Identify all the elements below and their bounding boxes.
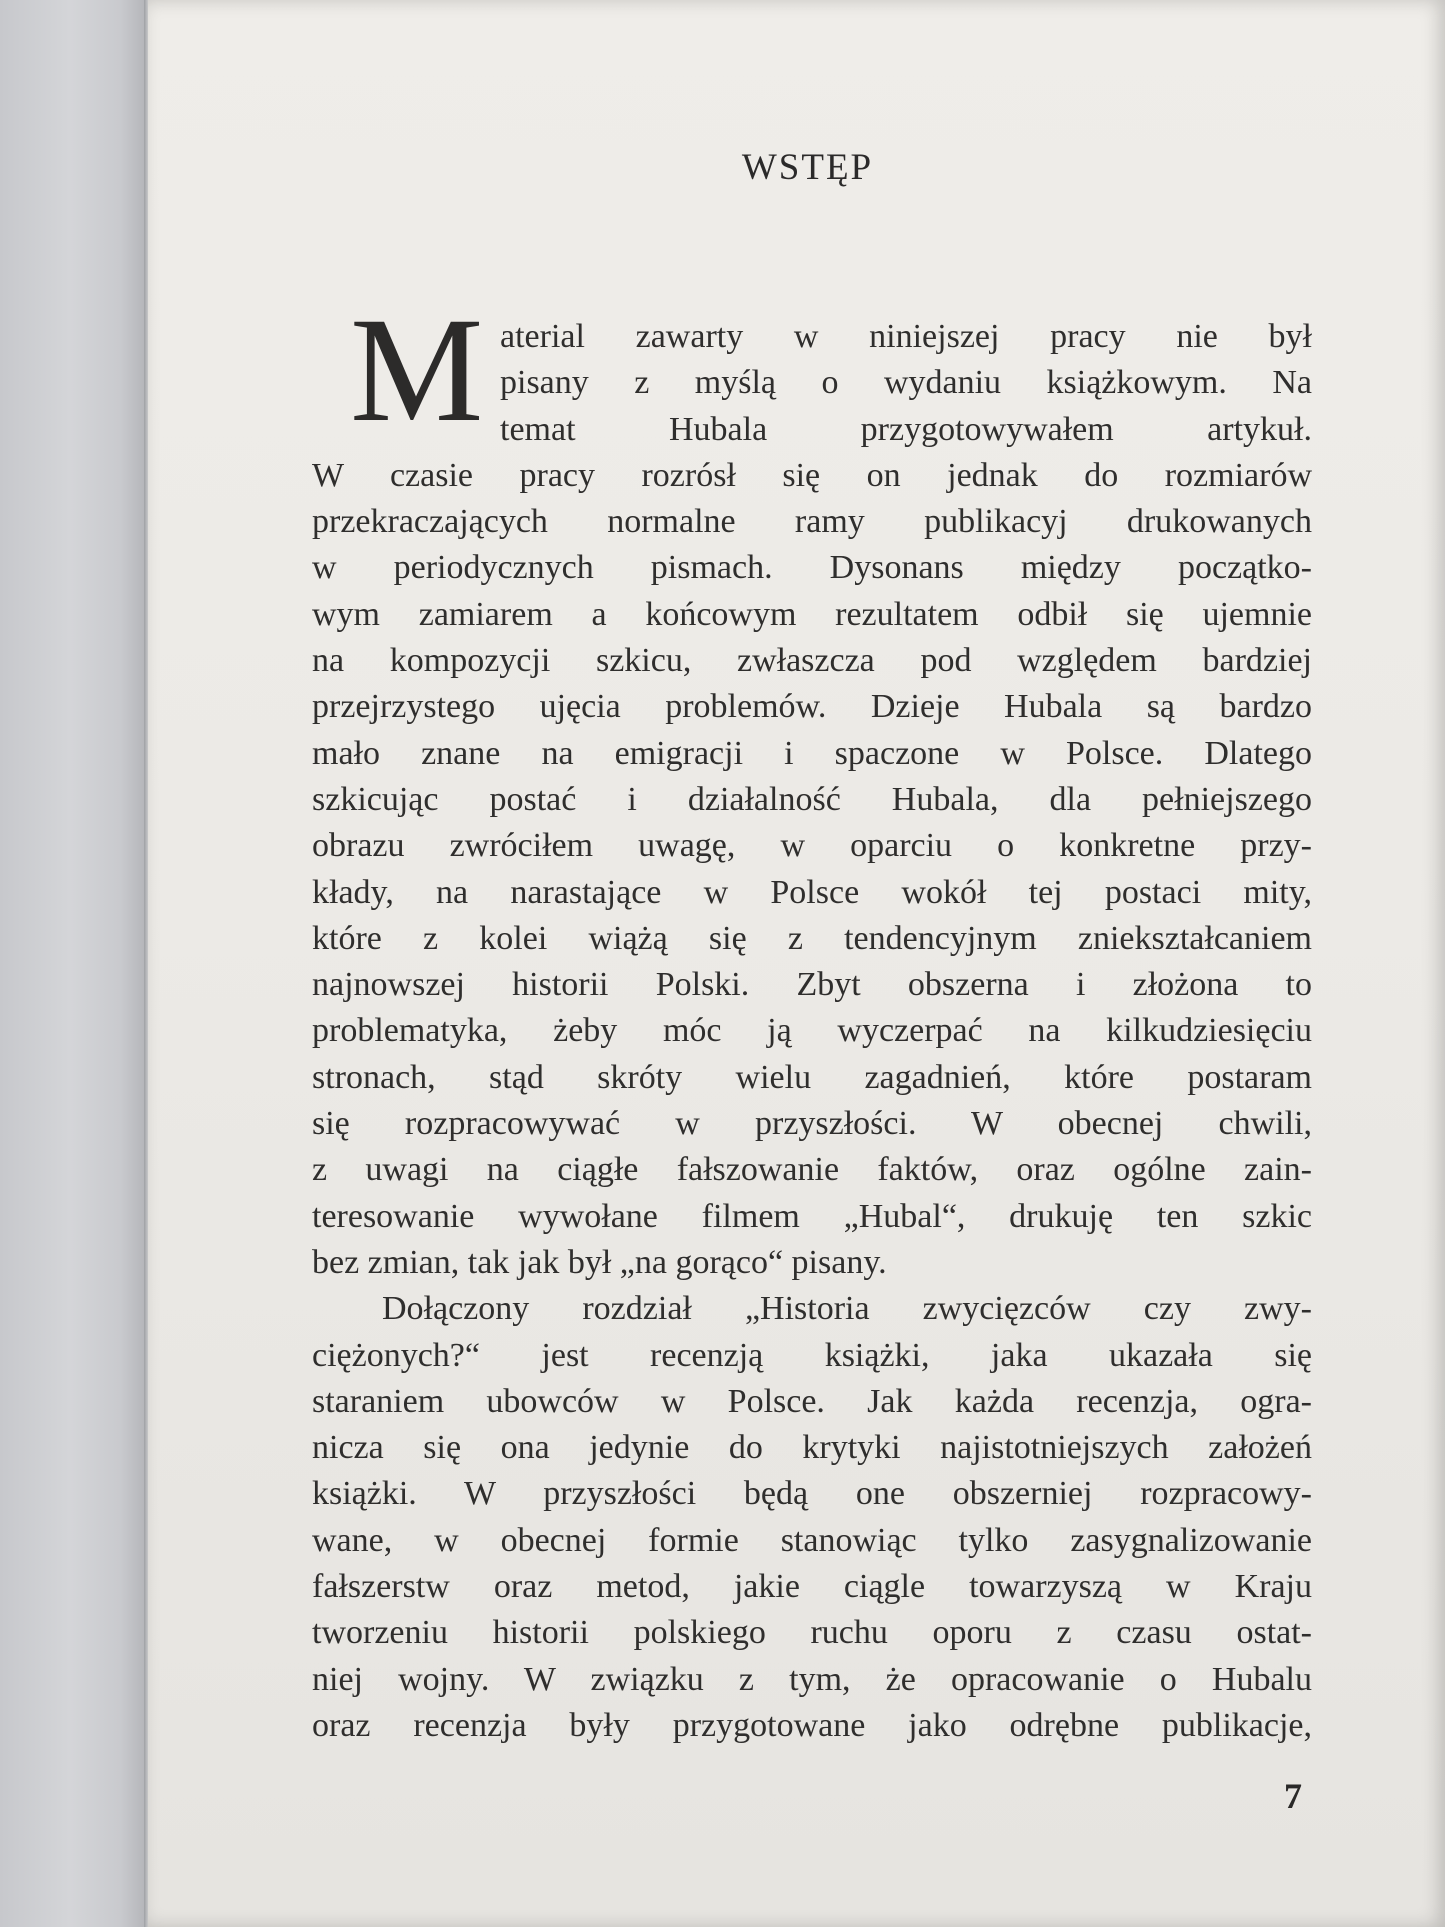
- text-line: ciężonych?“ jest recenzją książki, jaka ukazała się: [312, 1336, 1312, 1374]
- text-line: oraz recenzja były przygotowane jako odrębne publikacje,: [312, 1706, 1312, 1744]
- text-line: mało znane na emigracji i spaczone w Polsce. Dlatego: [312, 734, 1312, 772]
- text-line: tworzeniu historii polskiego ruchu oporu z czasu ostat-: [312, 1614, 1312, 1652]
- text-line: które z kolei wiążą się z tendencyjnym zniekształcaniem: [312, 919, 1312, 957]
- text-line: aterial zawarty w niniejszej pracy nie był: [500, 318, 1312, 355]
- text-line: temat Hubala przygotowywałem artykuł.: [500, 410, 1312, 448]
- text-line: problematyka, żeby móc ją wyczerpać na kilkudziesięciu: [312, 1012, 1312, 1050]
- text-line: książki. W przyszłości będą one obszerniej rozpracowy-: [312, 1475, 1312, 1513]
- text-line: w periodycznych pismach. Dysonans między początko-: [312, 549, 1312, 587]
- page-number: 7: [1284, 1776, 1302, 1816]
- text-line: fałszerstw oraz metod, jakie ciągle towarzyszą w Kraju: [312, 1568, 1312, 1606]
- text-line: nicza się ona jedynie do krytyki najistotniejszych założeń: [312, 1429, 1312, 1467]
- text-line: staraniem ubowców w Polsce. Jak każda recenzja, ogra-: [312, 1382, 1312, 1420]
- text-line: teresowanie wywołane filmem „Hubal“, drukuję ten szkic: [312, 1197, 1312, 1235]
- text-line: wym zamiarem a końcowym rezultatem odbił się ujemnie: [312, 595, 1312, 633]
- text-line: W czasie pracy rozrósł się on jednak do rozmiarów: [312, 456, 1312, 494]
- chapter-heading: WSTĘP: [741, 147, 874, 188]
- text-line: na kompozycji szkicu, zwłaszcza pod względem bardziej: [312, 642, 1312, 680]
- text-line: przejrzystego ujęcia problemów. Dzieje Hubala są bardzo: [312, 688, 1312, 726]
- text-line: pisany z myślą o wydaniu książkowym. Na: [500, 364, 1312, 402]
- text-line: kłady, na narastające w Polsce wokół tej postaci mity,: [312, 873, 1312, 911]
- text-line: się rozpracowywać w przyszłości. W obecnej chwili,: [312, 1105, 1312, 1143]
- text-line: najnowszej historii Polski. Zbyt obszerna i złożona to: [312, 966, 1312, 1004]
- text-line: Dołączony rozdział „Historia zwycięzców czy zwy-: [382, 1290, 1312, 1328]
- text-line: szkicując postać i działalność Hubala, dla pełniejszego: [312, 780, 1312, 818]
- body-text: [312, 314, 1312, 1749]
- text-line: z uwagi na ciągłe fałszowanie faktów, oraz ogólne zain-: [312, 1151, 1312, 1189]
- text-line: przekraczających normalne ramy publikacyj drukowanych: [312, 503, 1312, 541]
- text-line: obrazu zwróciłem uwagę, w oparciu o konkretne przy-: [312, 827, 1312, 865]
- text-line: niej wojny. W związku z tym, że opracowanie o Hubalu: [312, 1660, 1312, 1698]
- text-line: wane, w obecnej formie stanowiąc tylko zasygnalizowanie: [312, 1521, 1312, 1559]
- text-line: stronach, stąd skróty wielu zagadnień, które postaram: [312, 1058, 1312, 1096]
- text-line: bez zmian, tak jak był „na gorąco“ pisany.: [312, 1243, 887, 1281]
- drop-cap-letter: M: [350, 287, 484, 453]
